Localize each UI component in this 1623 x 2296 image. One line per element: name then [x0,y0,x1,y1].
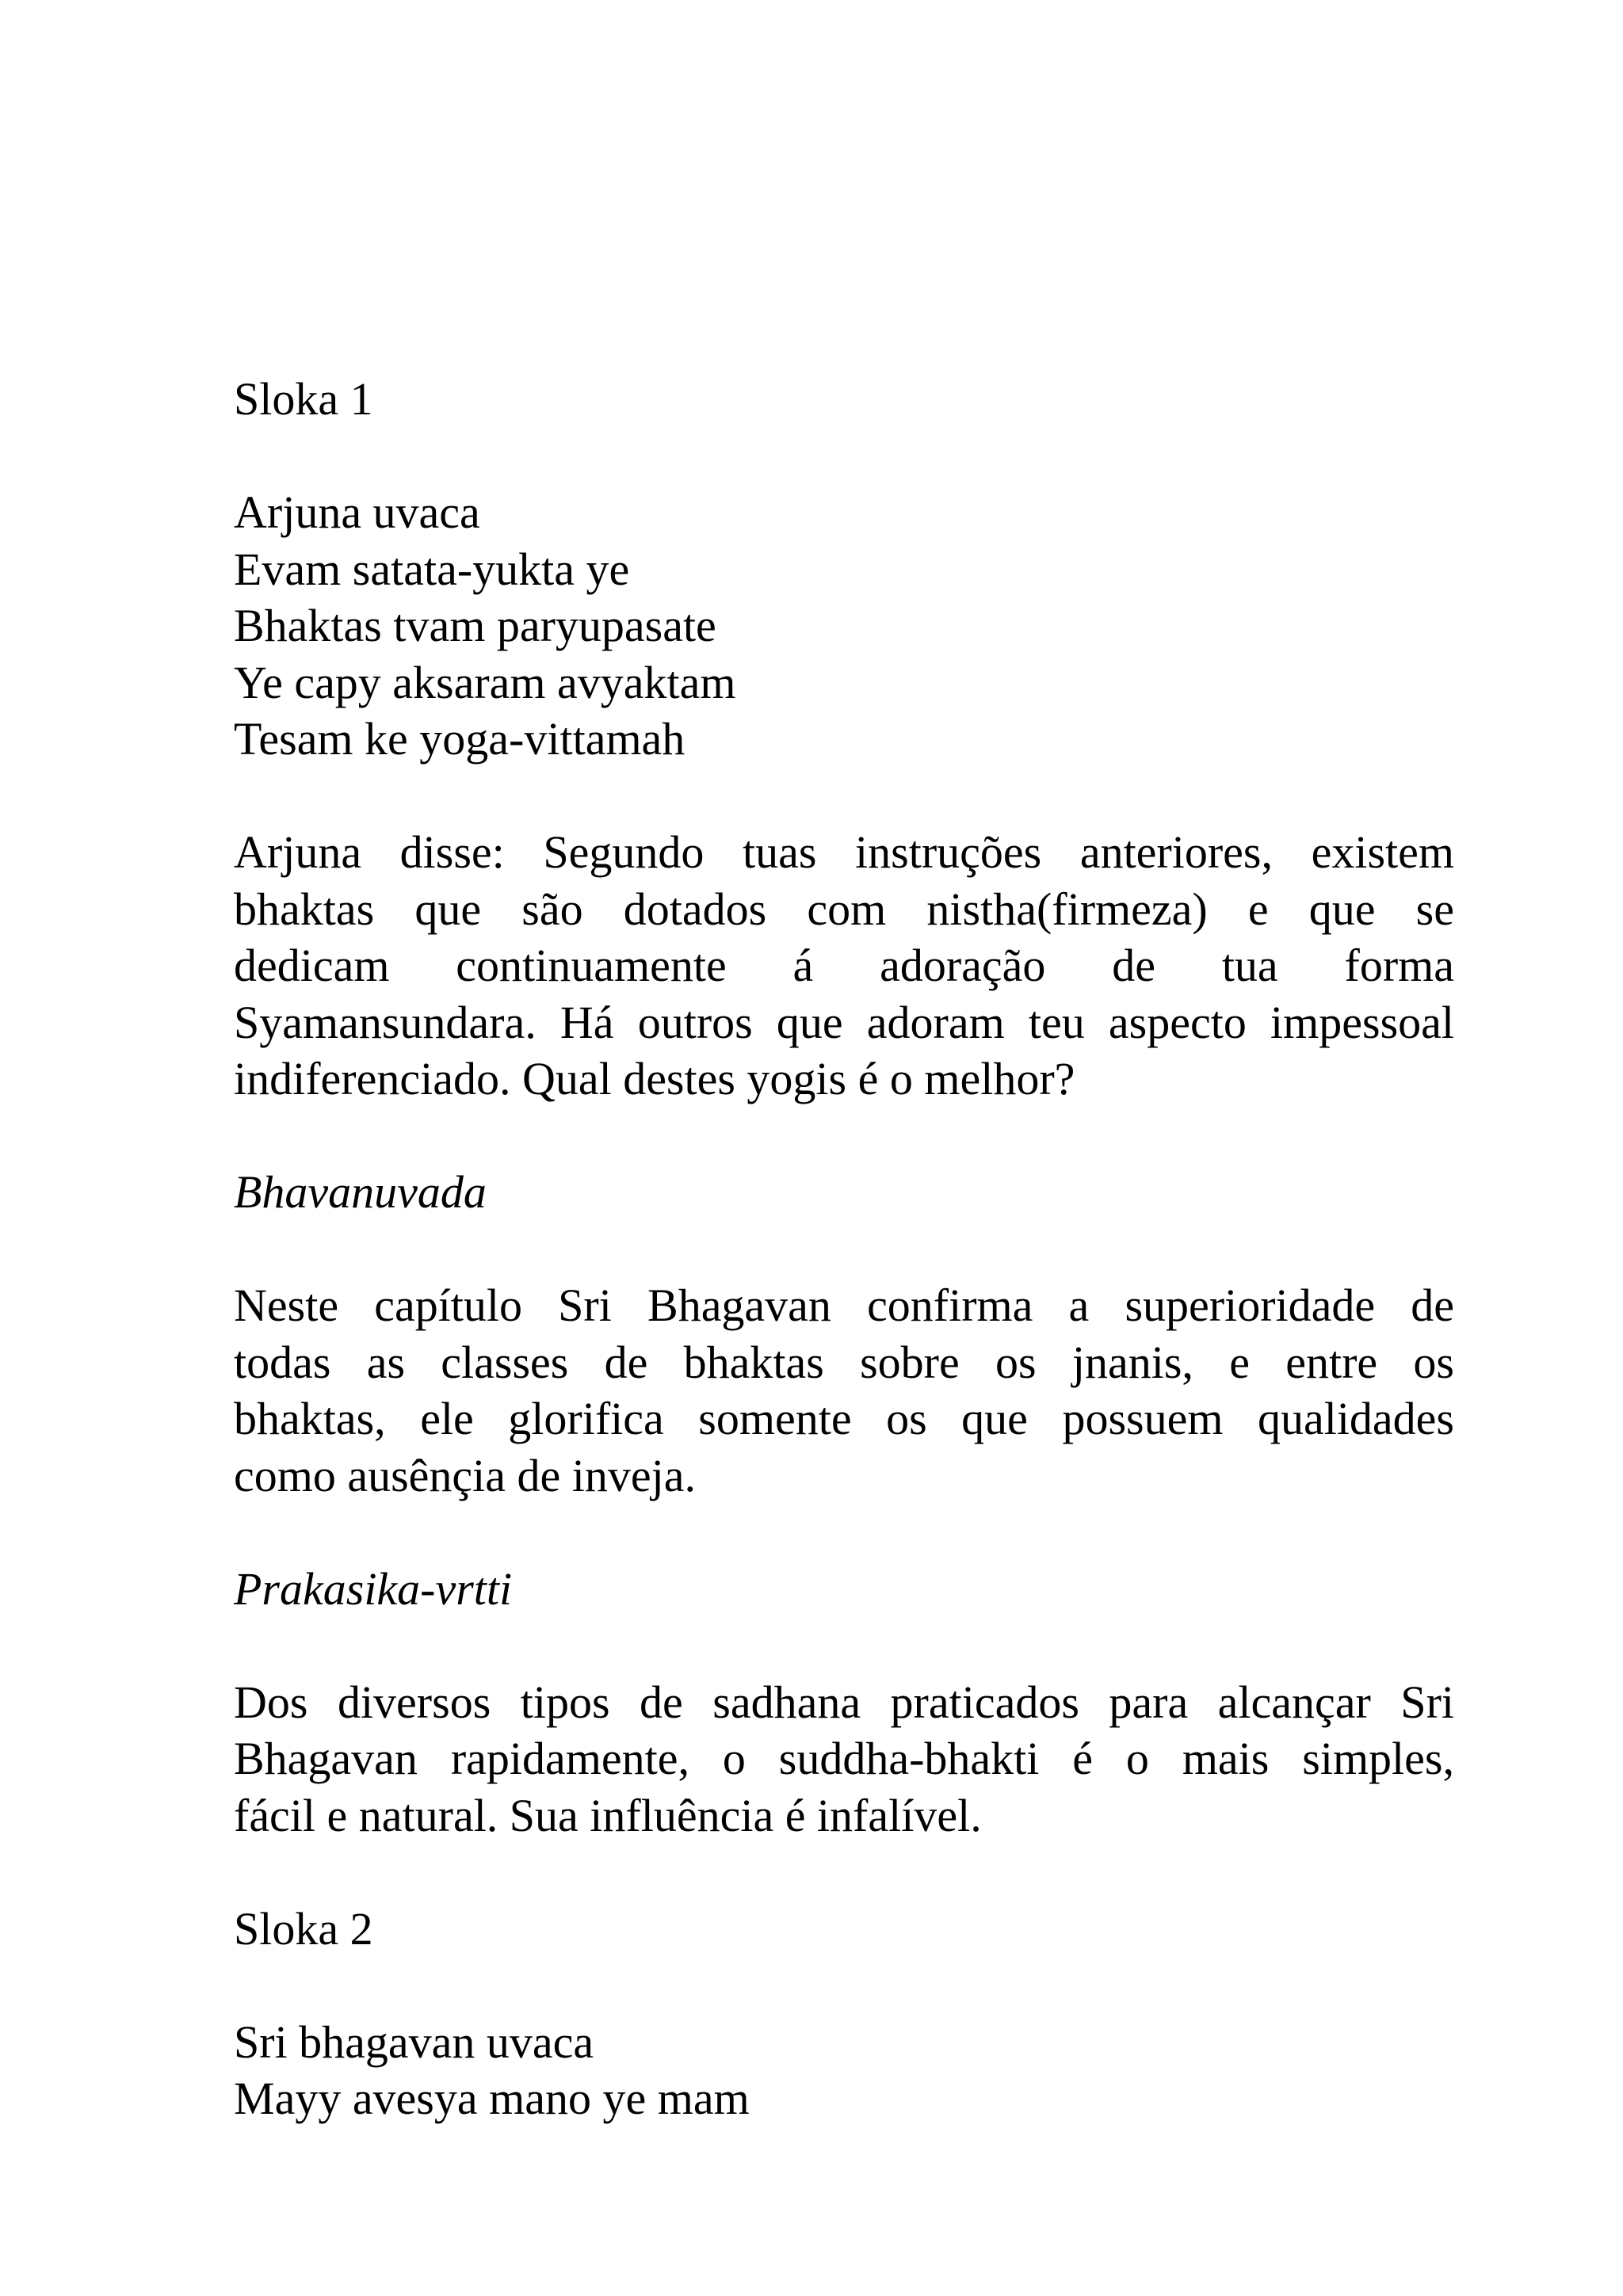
spacer [234,428,1454,485]
document-page [234,371,1454,2127]
spacer [234,1108,1454,1165]
sloka-1-verse [234,484,1454,768]
spacer [234,1957,1454,2014]
translation-line: bhaktas que são dotados com nistha(firmeza) e que se [234,883,1454,935]
sloka-1-translation [234,824,1454,1108]
bhavanuvada-paragraph [234,1277,1454,1504]
spacer [234,768,1454,825]
spacer [234,1504,1454,1561]
spacer [234,1617,1454,1674]
paragraph-line: como ausênçia de inveja. [234,1449,696,1501]
verse-line: Tesam ke yoga-vittamah [234,713,685,765]
prakasika-heading: Prakasika-vrtti [234,1562,513,1615]
paragraph-line: bhaktas, ele glorifica somente os que possuem qualidades [234,1393,1454,1444]
prakasika-paragraph [234,1674,1454,1844]
verse-line: Mayy avesya mano ye mam [234,2073,750,2124]
translation-line: Arjuna disse: Segundo tuas instruções anteriores, existem [234,826,1454,878]
verse-line: Bhaktas tvam paryupasate [234,600,716,651]
verse-line: Arjuna uvaca [234,486,480,538]
paragraph-line: fácil e natural. Sua influência é infalível. [234,1789,982,1841]
paragraph-line: todas as classes de bhaktas sobre os jnanis, e entre os [234,1336,1454,1388]
bhavanuvada-heading: Bhavanuvada [234,1166,487,1218]
sloka-2-verse [234,2014,1454,2127]
verse-line: Evam satata-yukta ye [234,543,630,595]
spacer [234,1844,1454,1901]
spacer [234,1221,1454,1278]
sloka-2-heading: Sloka 2 [234,1902,373,1955]
sloka-1-heading: Sloka 1 [234,373,373,425]
verse-line: Sri bhagavan uvaca [234,2016,594,2068]
paragraph-line: Dos diversos tipos de sadhana praticados para alcançar Sri [234,1676,1454,1728]
translation-line: Syamansundara. Há outros que adoram teu aspecto impessoal [234,996,1454,1048]
paragraph-line: Bhagavan rapidamente, o suddha-bhakti é o mais simples, [234,1733,1454,1784]
verse-line: Ye capy aksaram avyaktam [234,656,736,708]
translation-line: dedicam continuamente á adoração de tua forma [234,940,1454,991]
translation-line: indiferenciado. Qual destes yogis é o melhor? [234,1053,1075,1104]
paragraph-line: Neste capítulo Sri Bhagavan confirma a superioridade de [234,1280,1454,1331]
